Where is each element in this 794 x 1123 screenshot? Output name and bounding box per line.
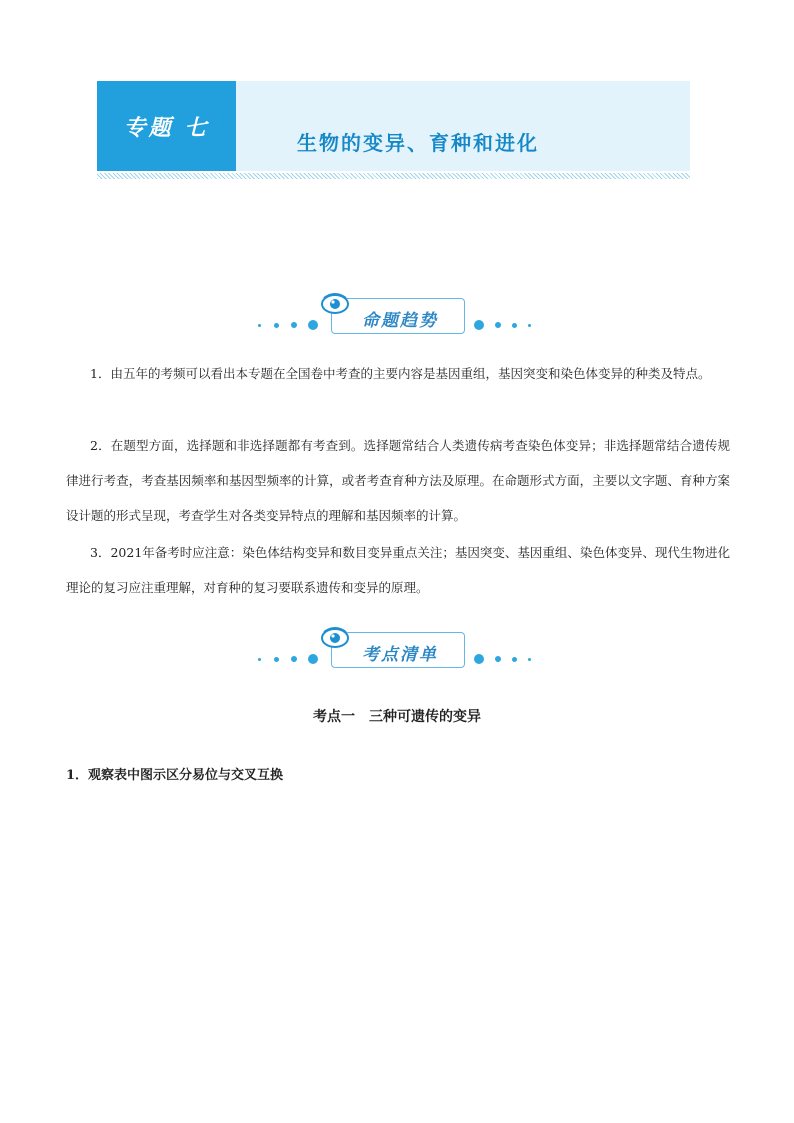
page-title: 生物的变异、育种和进化 [297, 131, 539, 155]
section-badge-label: 考点清单 [362, 645, 438, 665]
section-badge-box [331, 298, 465, 334]
banner-divider [97, 173, 690, 179]
section-badge-box [331, 632, 465, 668]
section-badge-trend [0, 292, 794, 342]
subheading: 1．观察表中图示区分易位与交叉互换 [66, 768, 284, 783]
eye-icon [320, 292, 350, 314]
topic-heading: 考点一 三种可遗传的变异 [313, 709, 481, 725]
eye-icon [320, 626, 350, 648]
topic-number-text: 专题 七 [123, 115, 210, 141]
decorative-dots-left [258, 654, 318, 664]
section-badge-label: 命题趋势 [362, 311, 438, 331]
paragraph-1: 1．由五年的考频可以看出本专题在全国卷中考查的主要内容是基因重组，基因突变和染色体变异的种类及特点。 [90, 366, 711, 381]
decorative-dots-right [474, 320, 534, 330]
section-badge-checklist [0, 626, 794, 676]
paragraph-3: 3．2021年备考时应注意：染色体结构变异和数目变异重点关注；基因突变、基因重组、染色体变异、现代生物进化理论的复习应注重理解，对育种的复习要联系遗传和变异的原理。 [66, 545, 730, 595]
paragraph-2: 2．在题型方面，选择题和非选择题都有考查到。选择题常结合人类遗传病考查染色体变异；非选择题常结合遗传规律进行考查，考查基因频率和基因型频率的计算，或者考查育种方法及原理。在命题形式方面，主要以文字题、育种方案设计题的形式呈现，考查学生对各类变异特点的理解和基因频率的计算。 [66, 438, 730, 523]
decorative-dots-left [258, 320, 318, 330]
header-banner [97, 81, 690, 171]
decorative-dots-right [474, 654, 534, 664]
topic-number-tag [97, 81, 236, 171]
